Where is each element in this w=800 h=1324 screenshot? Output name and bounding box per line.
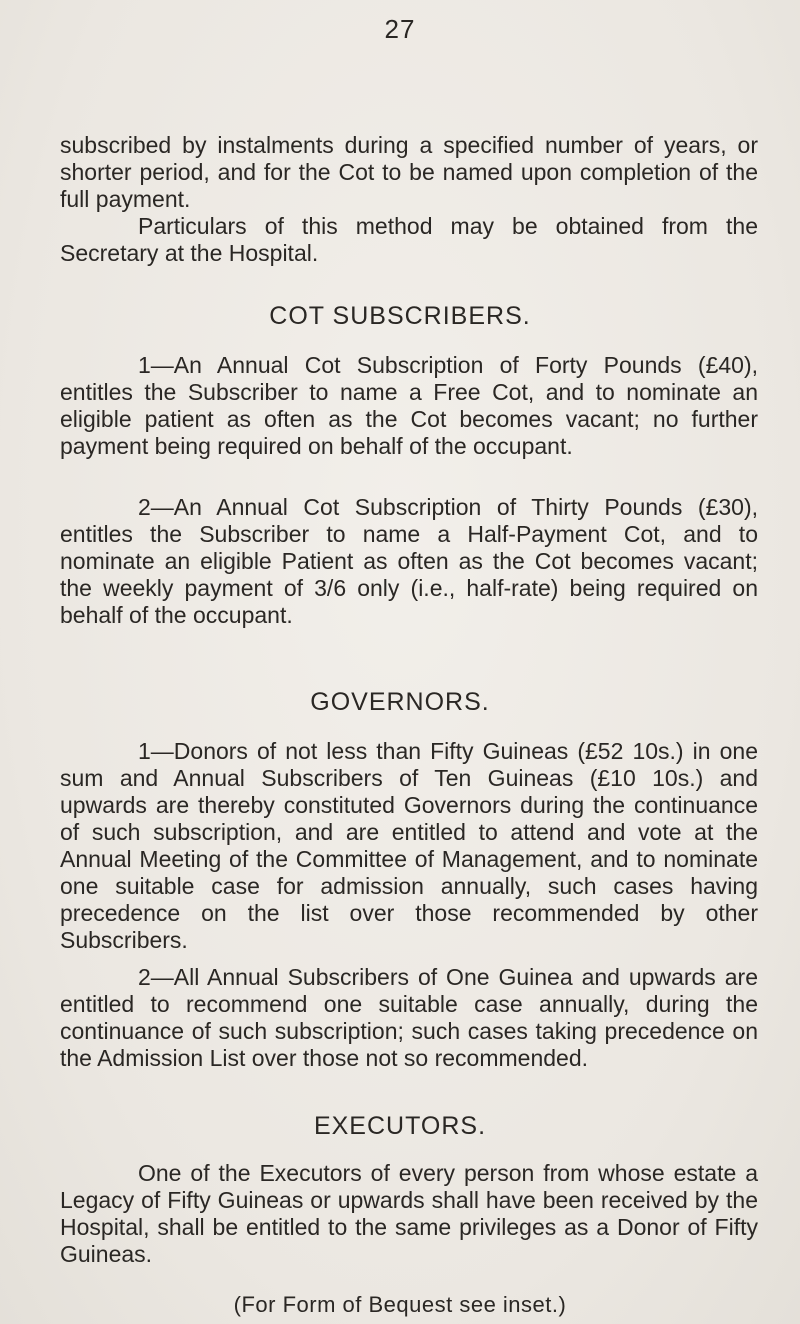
executors-heading: EXECUTORS. xyxy=(313,1112,487,1140)
cot-subscription-thirty-pounds: 2—An Annual Cot Subscription of Thirty Pounds (£30), entitles the Subscriber to name a Half-Payment Cot, and to nominate an eligible Patient as often as the Cot becomes vacant; the weekly payment of 3/6 only (i.e., half-rate) being required on behalf of the occupant. xyxy=(60,494,758,628)
governors-heading: GOVERNORS. xyxy=(310,688,490,716)
governors-donors-rule: 1—Donors of not less than Fifty Guineas (£52 10s.) in one sum and Annual Subscribers of Ten Guineas (£10 10s.) and upwards are thereby constituted Governors during the continuance of such subscription, and are entitled to attend and vote at the Annual Meeting of the Committee of Management, and to nominate one suitable case for admission annually, such cases having precedence on the list over those recommended by other Subscribers. xyxy=(60,738,758,953)
governors-section xyxy=(60,738,758,954)
cot-subscription-forty-pounds: 1—An Annual Cot Subscription of Forty Pounds (£40), entitles the Subscriber to name a Free Cot, and to nominate an eligible patient as often as the Cot becomes vacant; no further payment being required on behalf of the occupant. xyxy=(60,352,758,459)
cot-subscribers-section-2 xyxy=(60,494,758,629)
intro-paragraph-particulars: Particulars of this method may be obtained from the Secretary at the Hospital. xyxy=(60,213,758,266)
governors-section-2 xyxy=(60,964,758,1072)
cot-subscribers-section xyxy=(60,352,758,460)
intro-paragraph-continued: subscribed by instalments during a specified number of years, or shorter period, and for the Cot to be named upon completion of the full payment. xyxy=(60,132,758,212)
governors-annual-subscribers-rule: 2—All Annual Subscribers of One Guinea and upwards are entitled to recommend one suitable case annually, during the continuance of such subscription; such cases taking precedence on the Admission List over those not so recommended. xyxy=(60,964,758,1071)
page-number: 27 xyxy=(384,14,416,44)
bequest-form-note: (For Form of Bequest see inset.) xyxy=(233,1292,567,1317)
cot-subscribers-heading: COT SUBSCRIBERS. xyxy=(269,302,531,330)
executors-paragraph: One of the Executors of every person from whose estate a Legacy of Fifty Guineas or upwards shall have been received by the Hospital, shall be entitled to the same privileges as a Donor of Fifty Guineas. xyxy=(60,1160,758,1267)
intro-section xyxy=(60,132,758,267)
executors-section xyxy=(60,1160,758,1268)
